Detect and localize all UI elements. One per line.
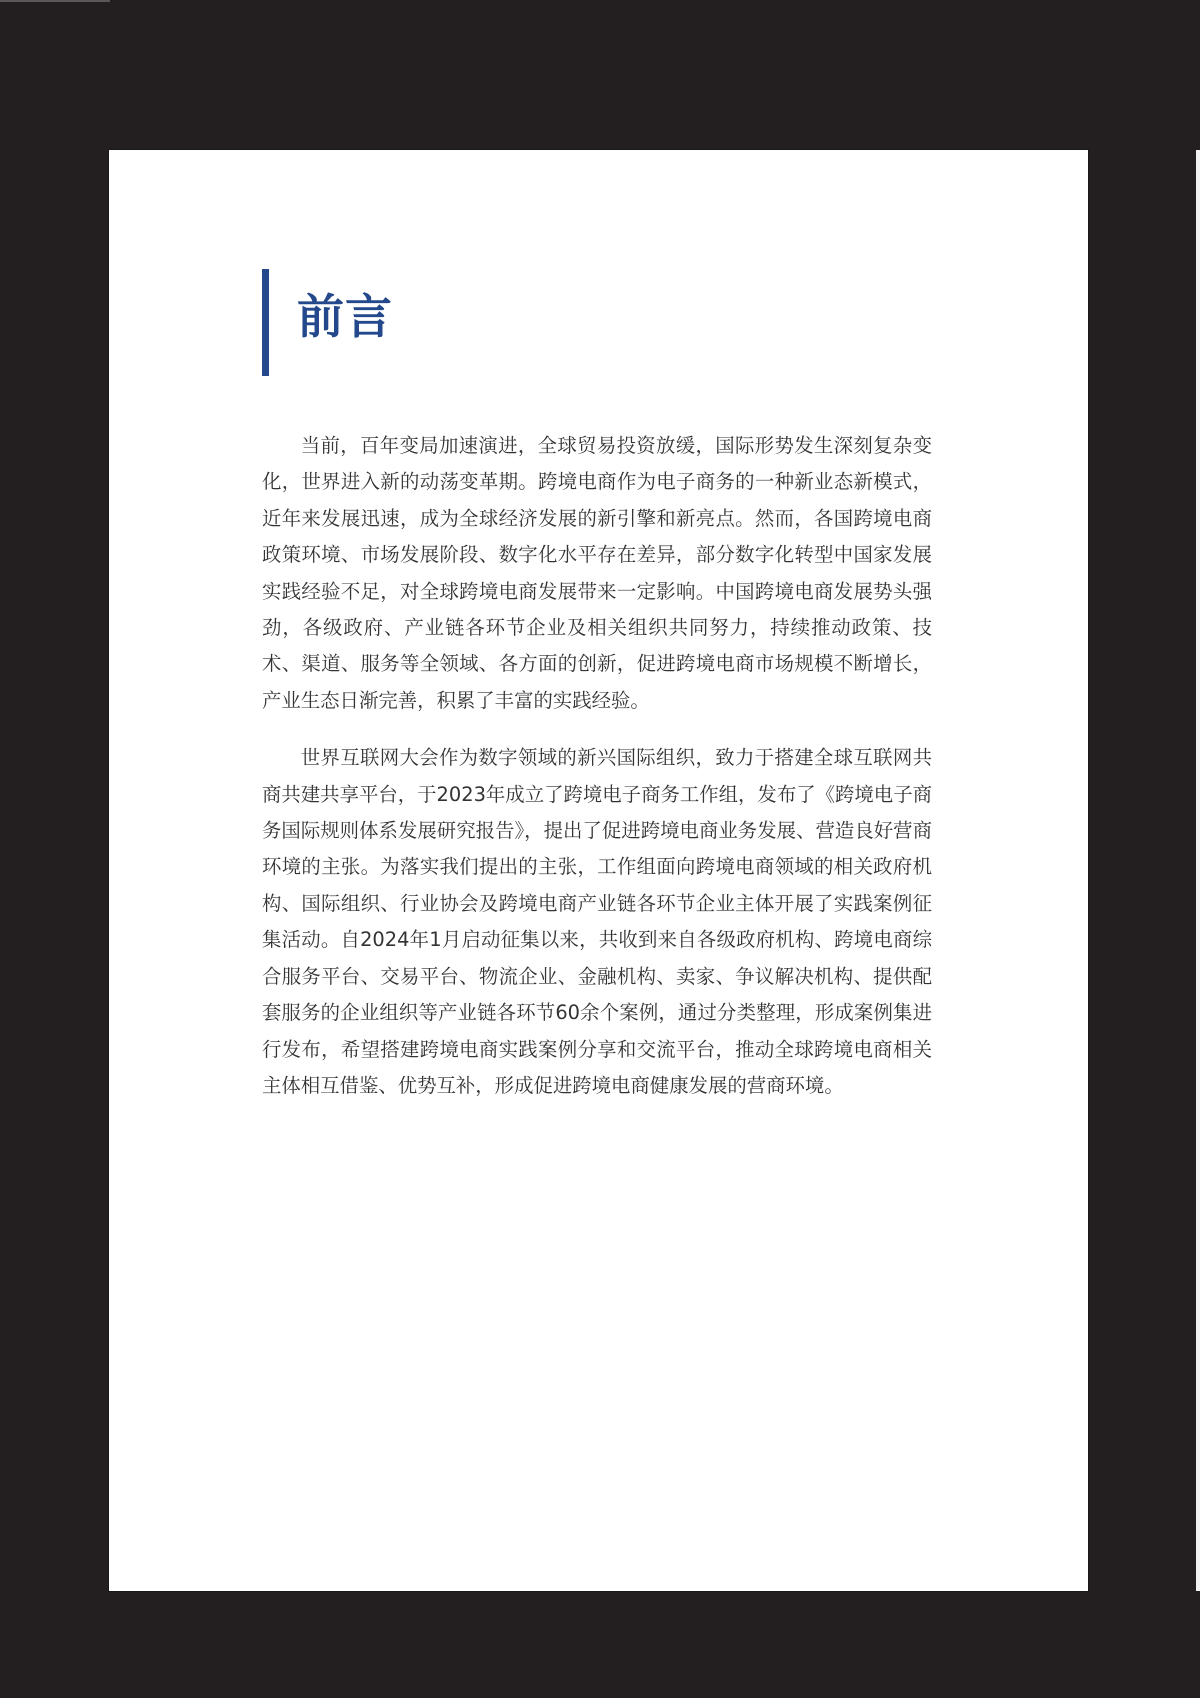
page-title: 前言 — [297, 290, 393, 345]
heading-accent-bar — [262, 269, 269, 376]
paragraph-2: 世界互联网大会作为数字领域的新兴国际组织，致力于搭建全球互联网共商共建共享平台，于2023年成立了跨境电子商务工作组，发布了《跨境电子商务国际规则体系发展研究报告》，提出了促进跨境电商业务发展、营造良好营商环境的主张。为落实我们提出的主张，工作组面向跨境电商领域的相关政府机构、国际组织、行业协会及跨境电商产业链各环节企业主体开展了实践案例征集活动。自2024年1月启动征集以来，共收到来自各级政府机构、跨境电商综合服务平台、交易平台、物流企业、金融机构、卖家、争议解决机构、提供配套服务的企业组织等产业链各环节60余个案例，通过分类整理，形成案例集进行发布，希望搭建跨境电商实践案例分享和交流平台，推动全球跨境电商相关主体相互借鉴、优势互补，形成促进跨境电商健康发展的营商环境。 — [262, 746, 932, 1097]
next-page-edge — [1196, 150, 1200, 1591]
document-page — [109, 150, 1088, 1591]
viewer-top-strip — [0, 0, 110, 2]
body-text — [262, 428, 932, 1125]
paragraph-1: 当前，百年变局加速演进，全球贸易投资放缓，国际形势发生深刻复杂变化，世界进入新的动荡变革期。跨境电商作为电子商务的一种新业态新模式，近年来发展迅速，成为全球经济发展的新引擎和新亮点。然而，各国跨境电商政策环境、市场发展阶段、数字化水平存在差异，部分数字化转型中国家发展实践经验不足，对全球跨境电商发展带来一定影响。中国跨境电商发展势头强劲，各级政府、产业链各环节企业及相关组织共同努力，持续推动政策、技术、渠道、服务等全领域、各方面的创新，促进跨境电商市场规模不断增长，产业生态日渐完善，积累了丰富的实践经验。 — [262, 434, 932, 712]
